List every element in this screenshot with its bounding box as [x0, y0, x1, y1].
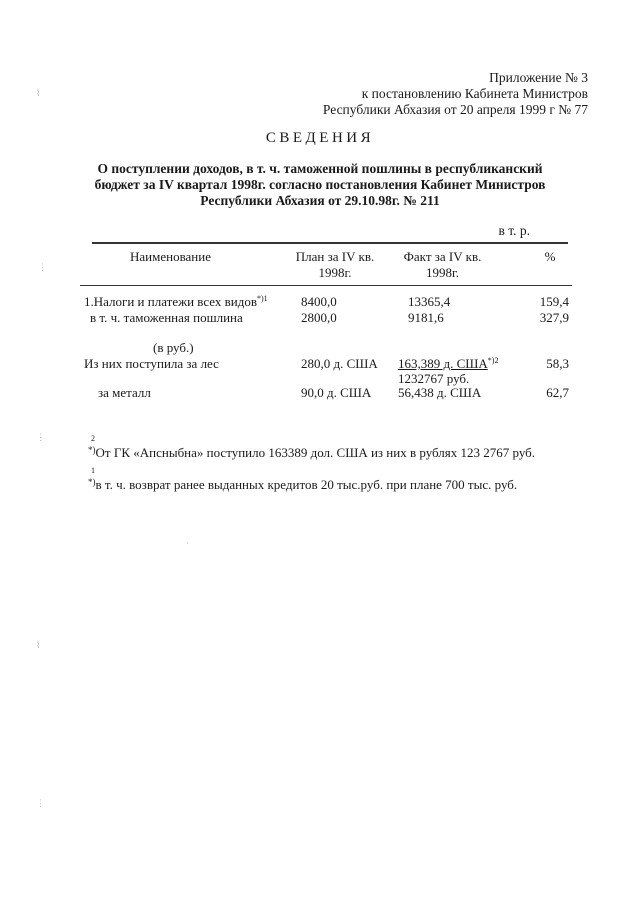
subtitle-line-3: Республики Абхазия от 29.10.98г. № 211	[200, 193, 440, 208]
header-fact-line-2: 1998г.	[425, 265, 460, 280]
footnote-2	[88, 434, 536, 461]
row-4-plan: 280,0 д. США	[301, 356, 378, 371]
header-plan-line-1: План за IV кв.	[295, 249, 375, 264]
row-5-name: за металл	[98, 385, 151, 400]
unit-label: в т. р.	[498, 223, 530, 238]
row-2-fact: 9181,6	[408, 310, 444, 325]
footnote-2-marker	[88, 434, 96, 461]
header-plan	[280, 249, 390, 281]
footnote-2-text: От ГК «Апсныбна» поступило 163389 дол. США из них в рублях 123 2767 руб.	[95, 445, 536, 460]
footnote-1	[88, 466, 518, 493]
row-4-percent: 58,3	[546, 356, 569, 371]
footnote-2-number: 2	[91, 434, 95, 443]
document-subtitle	[0, 161, 640, 209]
row-1-percent: 159,4	[539, 294, 569, 309]
footnote-2-asterisk: *)	[88, 445, 96, 455]
table-row-name	[84, 294, 268, 310]
scan-artifact: ⌇	[36, 640, 41, 650]
row-4-name: Из них поступила за лес	[84, 356, 219, 371]
row-5-fact: 56,438 д. США	[398, 385, 482, 400]
document-title: СВЕДЕНИЯ	[265, 130, 375, 146]
scan-artifact: ⋮	[36, 432, 45, 442]
appendix-reference	[323, 70, 588, 118]
row-2-percent: 327,9	[539, 310, 569, 325]
header-percent: %	[544, 249, 556, 264]
row-1-fact: 13365,4	[408, 294, 451, 309]
row-5-plan: 90,0 д. США	[301, 385, 372, 400]
footnote-1-number: 1	[91, 466, 95, 475]
row-1-footnote-mark: *)1	[256, 294, 268, 303]
table-header-rule	[80, 285, 572, 286]
row-4-footnote-mark: *)2	[487, 356, 499, 365]
header-plan-line-2: 1998г.	[318, 265, 352, 280]
subtitle-line-1: О поступлении доходов, в т. ч. таможенной пошлины в республиканский	[97, 161, 543, 176]
footnote-1-marker	[88, 466, 96, 493]
scan-artifact: ⋮	[36, 798, 45, 808]
appendix-line-1: Приложение № 3	[489, 70, 588, 85]
footnote-1-text: в т. ч. возврат ранее выданных кредитов 20 тыс.руб. при плане 700 тыс. руб.	[95, 477, 518, 492]
header-fact	[385, 249, 500, 281]
scan-artifact: ·	[186, 538, 189, 548]
row-2-plan: 2800,0	[301, 310, 337, 325]
row-4-fact-rub: 1232767 руб.	[398, 371, 470, 386]
appendix-line-2: к постановлению Кабинета Министров	[361, 86, 588, 101]
scan-artifact: ⋮	[38, 262, 47, 272]
appendix-line-3: Республики Абхазия от 20 апреля 1999 г № 77	[322, 102, 588, 117]
row-1-plan: 8400,0	[301, 294, 337, 309]
table-top-rule	[92, 242, 568, 244]
header-name: Наименование	[130, 249, 211, 264]
row-4-fact-usd: 163,389 д. США	[398, 356, 488, 371]
footnote-1-asterisk: *)	[88, 477, 96, 487]
row-4-fact	[398, 356, 498, 372]
row-3-currency-note: (в руб.)	[153, 340, 194, 355]
row-2-name: в т. ч. таможенная пошлина	[90, 310, 243, 325]
row-1-name: 1.Налоги и платежи всех видов	[84, 294, 257, 309]
row-5-percent: 62,7	[546, 385, 569, 400]
subtitle-line-2: бюджет за IV квартал 1998г. согласно постановления Кабинет Министров	[94, 177, 546, 192]
scan-artifact: ⌇	[36, 88, 41, 98]
header-fact-line-1: Факт за IV кв.	[403, 249, 482, 264]
